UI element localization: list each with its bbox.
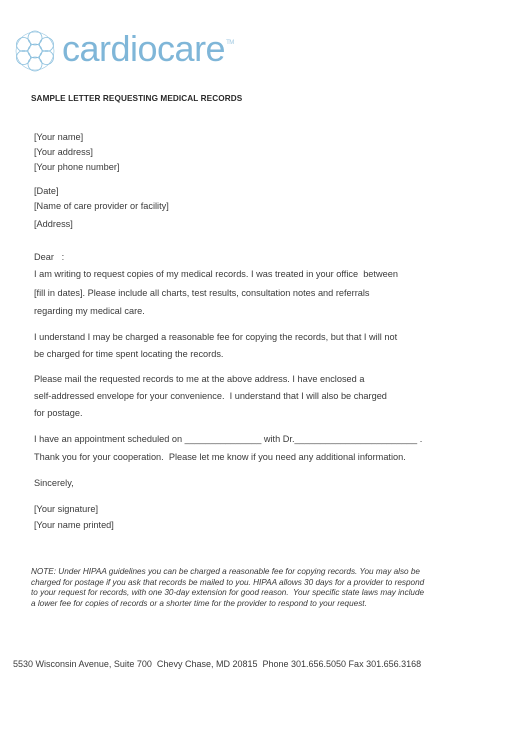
recipient-name: [Name of care provider or facility] <box>34 201 169 211</box>
paragraph-line: regarding my medical care. <box>34 306 145 316</box>
paragraph-line: [fill in dates]. Please include all charts, test results, consultation notes and referrals <box>34 288 370 298</box>
paragraph-line: I understand I may be charged a reasonable fee for copying the records, but that I will not <box>34 332 398 342</box>
note-line: a lower fee for copies of records or a shorter time for the provider to respond to your request. <box>31 598 367 608</box>
document-title: SAMPLE LETTER REQUESTING MEDICAL RECORDS <box>31 94 243 103</box>
note-line: to your request for records, with one 30-day extension for good reason. Your specific state laws may include <box>31 588 425 598</box>
paragraph-line: Please mail the requested records to me at the above address. I have enclosed a <box>34 374 365 384</box>
sender-address: [Your address] <box>34 147 93 157</box>
footer-address: 5530 Wisconsin Avenue, Suite 700 Chevy Chase, MD 20815 Phone 301.656.5050 Fax 301.656.3168 <box>13 659 422 669</box>
note-line: NOTE: Under HIPAA guidelines you can be charged a reasonable fee for copying records. You may also be <box>31 567 420 576</box>
paragraph-line: self-addressed envelope for your convenience. I understand that I will also be charged <box>34 391 387 401</box>
salutation: Dear : <box>34 252 65 262</box>
paragraph-line: Thank you for your cooperation. Please let me know if you need any additional information. <box>34 452 406 462</box>
sender-phone: [Your phone number] <box>34 162 120 172</box>
paragraph-line: I am writing to request copies of my medical records. I was treated in your office between <box>34 269 398 279</box>
note-line: charged for postage if you ask that records be mailed to you. HIPAA allows 30 days for a provider to respond <box>31 577 425 587</box>
signature-line: [Your signature] <box>34 504 99 514</box>
heart-cells-icon <box>10 27 60 75</box>
brand-logo <box>10 27 234 75</box>
trademark-mark: TM <box>226 40 234 46</box>
paragraph-line: be charged for time spent locating the records. <box>34 349 224 359</box>
hipaa-note <box>31 567 501 609</box>
recipient-address: [Address] <box>34 219 73 229</box>
brand-name: cardiocare™ <box>62 28 234 69</box>
closing: Sincerely, <box>34 478 74 488</box>
sender-name: [Your name] <box>34 132 84 142</box>
printed-name-line: [Your name printed] <box>34 520 114 530</box>
paragraph-line: for postage. <box>34 408 83 418</box>
letter-date: [Date] <box>34 186 59 196</box>
paragraph-line: I have an appointment scheduled on _______________ with Dr.________________________ . <box>34 434 423 444</box>
